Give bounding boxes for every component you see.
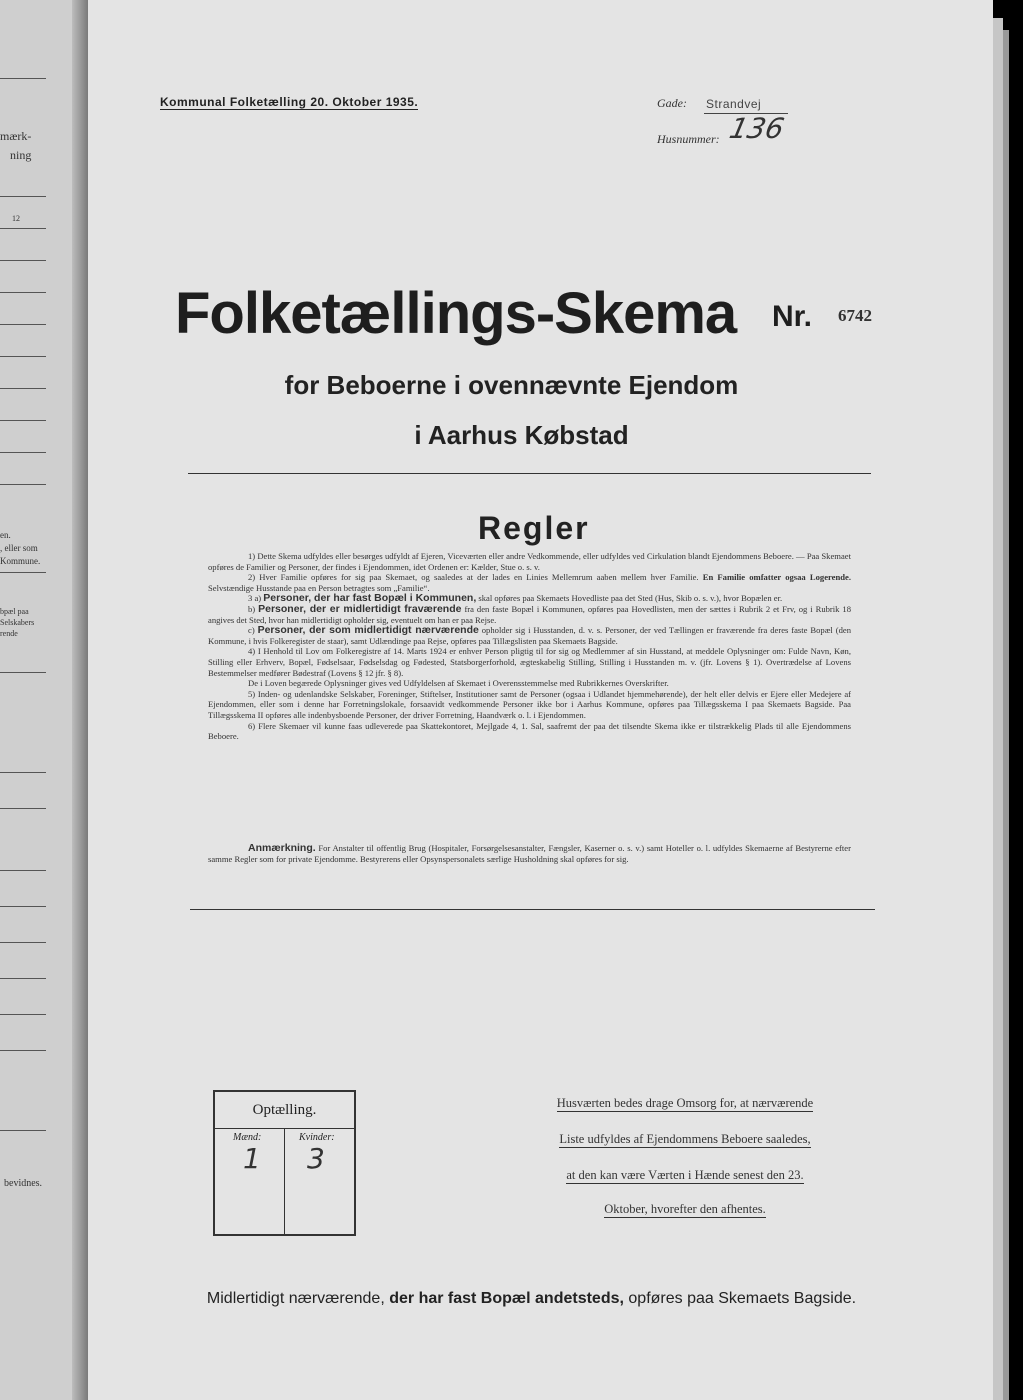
form-line <box>0 196 46 197</box>
left-fragment: 12 <box>12 214 20 223</box>
form-line <box>0 870 46 871</box>
left-fragment: rende <box>0 629 18 638</box>
divider <box>188 473 871 474</box>
form-line <box>0 484 46 485</box>
remark-text: For Anstalter til offentlig Brug (Hospitaler, Forsørgelsesanstalter, Fængsler, Kaserner o. s. v.) samt Hoteller o. l. udfyldes Skemaerne af Bestyrerne efter samme Regler som for private Ejendomme. Bestyrerens eller Opsynspersonalets særlige Husholdning skal opføres for sig. <box>208 843 851 864</box>
form-location: i Aarhus Købstad <box>414 420 629 450</box>
left-fragment: mærk- <box>0 129 32 143</box>
form-line <box>0 292 46 293</box>
form-line <box>0 452 46 453</box>
form-line <box>0 260 46 261</box>
women-label: Kvinder: <box>299 1132 335 1143</box>
form-number-value: 6742 <box>838 306 872 325</box>
form-line <box>0 906 46 907</box>
previous-page-strip <box>0 0 88 1400</box>
rule-3b: b) Personer, der er midlertidigt fraværende fra den faste Bopæl i Kommunen, opføres paa Hovedlisten, men der sættes i Rubrik 2 et Frv, og i Rubrik 18 angives det Sted, hvor han midlertidigt opholder sig, eventuelt om han er paa Rejse. <box>208 602 851 625</box>
rule-6: 6) Flere Skemaer vil kunne faas udleverede paa Skattekontoret, Mejlgade 4, 1. Sal, saafremt der paa det tilsendte Skema ikke er tilstrækkelig Plads til alle Ejendommens Beboere. <box>208 720 851 742</box>
page-gutter <box>72 0 88 1400</box>
instruction-line: at den kan være Værten i Hænde senest den 23. <box>566 1168 804 1182</box>
form-line <box>0 356 46 357</box>
form-subtitle: for Beboerne i ovennævnte Ejendom <box>284 370 739 400</box>
left-fragment: bevidnes. <box>4 1178 43 1189</box>
rules-heading: Regler <box>478 510 590 546</box>
divider <box>190 909 875 910</box>
rules-text <box>208 551 851 742</box>
left-fragment: bpæl paa <box>0 607 29 616</box>
form-title: Folketællings-Skema <box>175 281 737 346</box>
rule-1: 1) Dette Skema udfyldes eller besørges udfyldt af Ejeren, Viceværten eller andre Vedkommende, eller udfyldes ved Cirkulation blandt Ejendommens Beboere. — Paa Skemaet opføres de Familier og Personer, der findes i Ejendommen, idet Ordenen er: Kælder, Stue o. s. v. <box>208 551 851 572</box>
form-line <box>0 772 46 773</box>
page-edge <box>1003 30 1009 1400</box>
remark <box>208 843 851 865</box>
men-label: Mænd: <box>233 1132 262 1143</box>
form-line <box>0 1050 46 1051</box>
left-fragment: Kommune. <box>0 556 41 566</box>
instruction-line: Oktober, hvorefter den afhentes. <box>604 1202 766 1216</box>
left-fragment: ning <box>10 148 32 162</box>
street-value: Strandvej <box>706 97 762 111</box>
count-box-divider <box>284 1129 285 1234</box>
rule-3c: c) Personer, der som midlertidigt nærværende opholder sig i Husstanden, d. v. s. Personer, der ved Tællingen er fraværende fra deres faste Bopæl (den Kommune, i hvis Folkeregister de staar), samt Udlændinge paa Rejse, opføres paa Tillægslisten paa Skemaets Bagside. <box>208 624 851 646</box>
count-box-title: Optælling. <box>215 1092 354 1129</box>
page-edge <box>993 18 1003 1400</box>
form-line <box>0 1130 46 1131</box>
men-count: 1 <box>243 1142 261 1175</box>
census-header: Kommunal Folketælling 20. Oktober 1935. <box>160 95 419 109</box>
footer-note: Midlertidigt nærværende, der har fast Bopæl andetsteds, opføres paa Skemaets Bagside. <box>206 1290 857 1307</box>
rule-5: 5) Inden- og udenlandske Selskaber, Foreninger, Stiftelser, Institutioner samt de Personer (ogsaa i Udlandet hjemmehørende), der helt eller delvis er Ejere eller Medejere af Ejendommen, eller som i denne har Forretningslokale, forsaavidt vedkommende Personer ikke bor i Aarhus Kommune, opføres paa Tillægsskema I paa Skemaets Bagside. Paa Tillægsskema II opføres alle indenbysboende Personer, der driver Forretning, Haandværk o. l. i Ejendommen. <box>208 688 851 720</box>
form-line <box>0 324 46 325</box>
form-line <box>0 672 46 673</box>
form-line <box>0 572 46 573</box>
form-line <box>0 978 46 979</box>
rule-3a: 3 a) Personer, der har fast Bopæl i Kommunen, skal opføres paa Skemaets Hovedliste paa det Sted (Hus, Skib o. s. v.), hvor Bopælen er. <box>248 592 783 605</box>
form-line <box>0 78 46 79</box>
instruction-line: Husværten bedes drage Omsorg for, at nærværende <box>556 1096 814 1110</box>
form-line <box>0 1014 46 1015</box>
instruction-line: Liste udfyldes af Ejendommens Beboere saaledes, <box>559 1132 811 1146</box>
left-fragment: , eller som <box>0 543 38 553</box>
rule-4: 4) I Henhold til Lov om Folkeregistre af 14. Marts 1924 er enhver Person pligtig til for sig og Medlemmer af sin Husstand, at meddele Oplysninger om: Fulde Navn, Køn, Stilling eller Erhverv, Bopæl, Fødselsaar, Fødselsdag og Fødested, Statsborgerforhold, ægteskabelig Stilling, Stilling i Husstanden m. v. (jfr. Lovens § 1). Overtrædelse af Lovens Bestemmelser medfører Bødestraf (Lovens § 12 jfr. § 8). <box>208 646 851 678</box>
count-box <box>213 1090 356 1236</box>
left-fragment: en. <box>0 530 11 540</box>
rule-4b: De i Loven begærede Oplysninger gives ved Udfyldelsen af Skemaet i Overensstemmelse med Rubrikkernes Overskrifter. <box>248 678 669 689</box>
left-fragment: Selskabers <box>0 618 35 627</box>
women-count: 3 <box>307 1142 325 1175</box>
street-label: Gade: <box>657 96 687 110</box>
house-number-handwritten: 136 <box>726 112 787 145</box>
remark-label: Anmærkning. <box>248 842 316 854</box>
form-number-label: Nr. <box>772 300 813 333</box>
form-line <box>0 942 46 943</box>
house-number-label: Husnummer: <box>657 132 720 146</box>
form-line <box>0 228 46 229</box>
form-line <box>0 808 46 809</box>
rule-2: 2) Hver Familie opføres for sig paa Skemaet, og saaledes at der lades en Linies Mellemrum aaben mellem hver Familie. En Familie omfatter ogsaa Logerende. Selvstændige Husstande paa en Person betragtes som „Familie“. <box>208 572 852 593</box>
